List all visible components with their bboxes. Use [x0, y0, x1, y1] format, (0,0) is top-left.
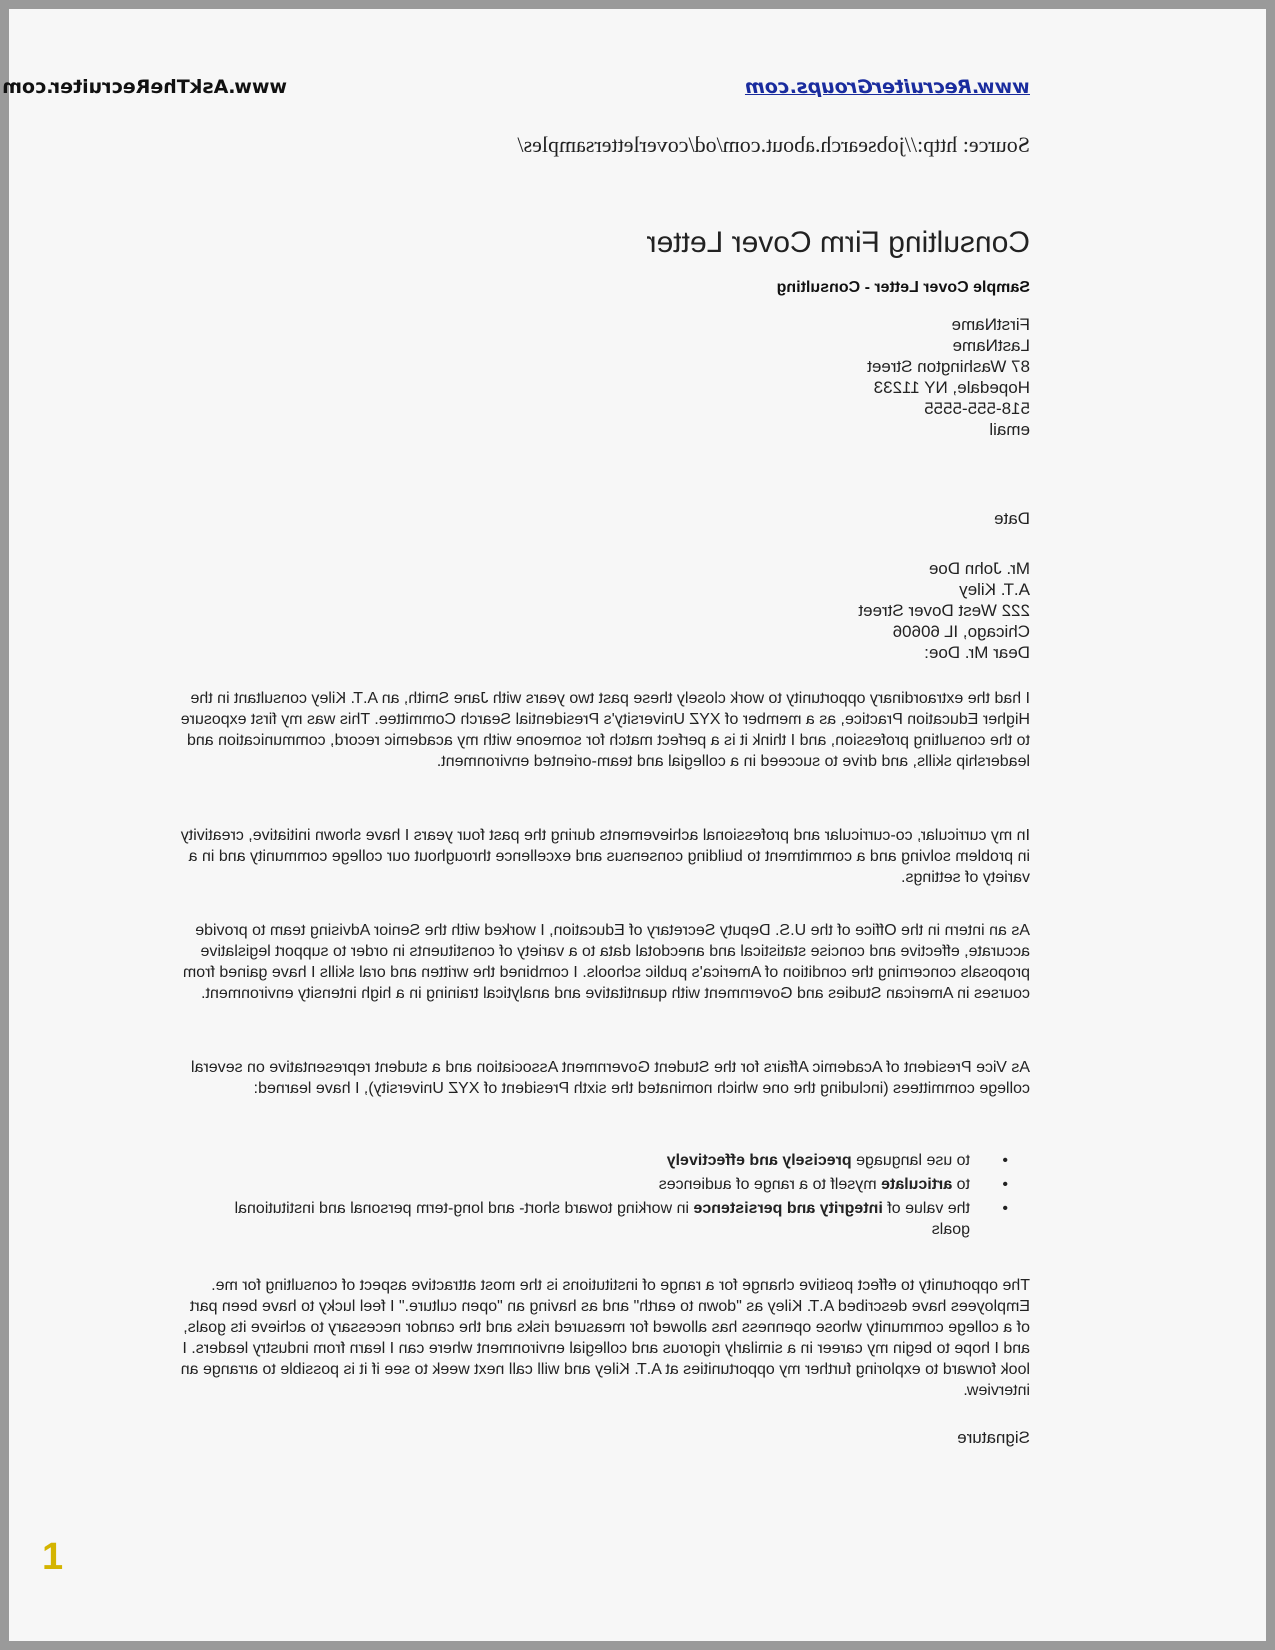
bullet-text: the value of [882, 1200, 970, 1217]
bullet-bold-text: precisely and effectively [666, 1152, 852, 1169]
paragraph-3 [180, 920, 1030, 1004]
page-number: 1 [42, 1536, 64, 1578]
bullet-text: myself to a range of audiences [658, 1176, 882, 1193]
bullet-icon: • [1002, 1152, 1008, 1169]
paragraph-text: I had the extraordinary opportunity to work closely these past two years with Jane Smith, an A.T. Kiley consultant in the Higher Education Practice, as a member of XYZ University's Presidential Search Committee. This was my first exposure to the consulting profession, and I think it is a perfect match for someone with my academic record, communication and leadership skills, and drive to succeed in a collegial and team-oriented environment. [180, 690, 1030, 770]
bullet-text: to [952, 1176, 970, 1193]
bullet-icon: • [1002, 1200, 1008, 1217]
sender-line: LastName [952, 336, 1030, 355]
document-title: Consulting Firm Cover Letter [646, 226, 1030, 259]
sender-line: 87 Washington Street [867, 357, 1030, 376]
bullet-bold-text: integrity and persistence [693, 1200, 883, 1217]
paragraph-text: As Vice President of Academic Affairs for the Student Government Association and a student representative on several college committees (including the one which nominated the sixth President of XYZ University), I have learned: [191, 1059, 1030, 1097]
paragraph-1 [180, 688, 1030, 772]
paragraph-2 [180, 825, 1030, 888]
bullet-text: in working toward short- and long-term personal and institutional goals [234, 1200, 970, 1238]
recipient-line: A.T. Kiley [959, 580, 1030, 599]
paragraph-5 [180, 1275, 1030, 1401]
document-subtitle: Sample Cover Letter - Consulting [776, 279, 1030, 296]
header-link-recruitergroups[interactable]: www.RecruiterGroups.com [744, 76, 1030, 98]
list-item [210, 1174, 1030, 1195]
paragraph-text: The opportunity to effect positive change for a range of institutions is the most attractive aspect of consulting for me. Employees have described A.T. Kiley as "down to earth" and as having an "open culture." I feel lucky to have been part of a college community whose openness has allowed for measured risks and the candor necessary to achieve its goals, and I hope to begin my career in a similarly rigorous and collegial environment where can I learn from industry leaders. I look forward to exploring further my opportunities at A.T. Kiley and will call next week to see if it is possible to arrange an interview. [180, 1277, 1030, 1399]
recipient-line: Chicago, IL 60606 [892, 622, 1030, 641]
recipient-address [858, 558, 1030, 663]
sender-line: 518-555-5555 [924, 399, 1030, 418]
recipient-line: 222 West Dover Street [858, 601, 1030, 620]
date-line: Date [994, 509, 1030, 528]
sender-address [867, 314, 1030, 440]
source-line: Source: http://jobsearch.about.com/od/coverlettersamples/ [517, 132, 1030, 157]
sender-line: FirstName [951, 315, 1030, 334]
signature-line: Signature [957, 1428, 1030, 1447]
header-link-asktherecruiter[interactable]: www.AskTheRecruiter.com [2, 76, 287, 98]
paragraph-text: As an intern in the Office of the U.S. Deputy Secretary of Education, I worked with the Senior Advising team to provide accurate, effective and concise statistical and anecdotal data to a variety of constituents in order to support legislative proposals concerning the condition of America's public schools. I combined the written and oral skills I have gained from courses in American Studies and Government with quantitative and analytical training in a high intensity environment. [182, 922, 1030, 1002]
bullet-text: to use language [851, 1152, 970, 1169]
sender-line: Hopedale, NY 11233 [873, 378, 1030, 397]
recipient-line: Mr. John Doe [928, 559, 1030, 578]
paragraph-4 [180, 1057, 1030, 1099]
bullet-icon: • [1002, 1176, 1008, 1193]
header [0, 76, 1030, 106]
list-item [210, 1150, 1030, 1171]
recipient-line: Dear Mr. Doe: [924, 643, 1030, 662]
sender-line: email [989, 420, 1030, 439]
skills-list [230, 1150, 1030, 1243]
list-item [210, 1198, 1030, 1240]
bullet-bold-text: articulate [881, 1176, 953, 1193]
paragraph-text: In my curricular, co-curricular and professional achievements during the past four years I have shown initiative, creativity in problem solving and a commitment to building consensus and excellence throughout our college community and in a variety of settings. [180, 827, 1030, 886]
